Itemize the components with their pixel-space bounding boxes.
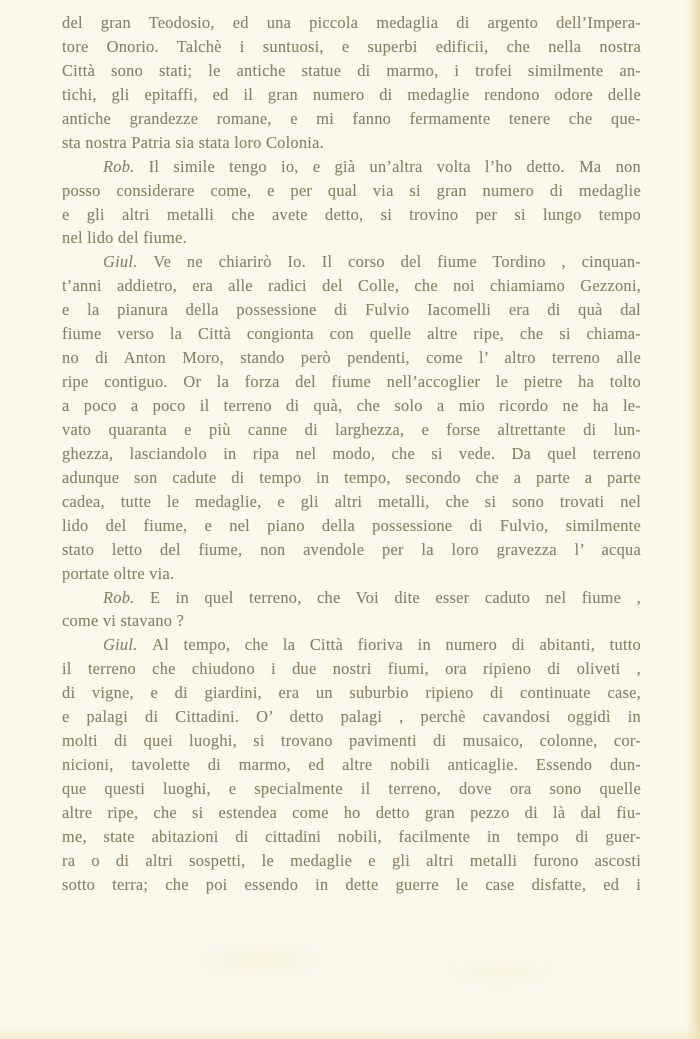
text-line: vato quaranta e più canne di larghezza, e forse altrettante di lun-: [62, 419, 641, 439]
text-line: Giul. Al tempo, che la Città fioriva in numero di abitanti, tutto: [103, 635, 641, 655]
text-line: Giul. Ve ne chiarirò Io. Il corso del fiume Tordino , cinquan-: [103, 252, 641, 272]
text-block: [62, 11, 641, 897]
text-line: tichi, gli epitaffi, ed il gran numero di medaglie rendono odore delle: [62, 84, 641, 104]
speaker-name: Rob.: [103, 156, 149, 176]
text-line: ghezza, lasciandolo in ripa nel modo, che si vede. Da quel terreno: [62, 443, 641, 463]
page-edge-shadow: [686, 0, 700, 1039]
text-line: ripe contiguo. Or la forza del fiume nell’accoglier le pietre ha tolto: [62, 372, 641, 392]
speaker-name: Rob.: [103, 587, 150, 607]
text-line: t’anni addietro, era alle radici del Colle, che noi chiamiamo Gezzoni,: [62, 276, 641, 296]
text-line: e palagi di Cittadini. O’ detto palagi , perchè cavandosi oggidì in: [62, 707, 641, 727]
text-line: e la pianura della possessione di Fulvio Iacomelli era di quà dal: [62, 300, 641, 320]
text-line: Rob. Il simile tengo io, e già un’altra volta l’ho detto. Ma non: [103, 156, 641, 176]
text-line: stato letto del fiume, non avendole per la loro gravezza l’ acqua: [62, 539, 641, 559]
speaker-name: Giul.: [103, 635, 153, 655]
paragraph: [62, 250, 641, 585]
text-line: e gli altri metalli che avete detto, si trovino per si lungo tempo: [62, 204, 641, 224]
text-line: sta nostra Patria sia stata loro Colonia.: [62, 132, 324, 152]
text-line: come vi stavano ?: [62, 611, 185, 631]
text-line: a poco a poco il terreno di quà, che solo a mio ricordo ne ha le-: [62, 396, 641, 415]
text-line: adunque son cadute di tempo in tempo, secondo che a parte a parte: [62, 467, 641, 487]
speaker-name: Giul.: [103, 252, 154, 272]
text-line: nicioni, tavolette di marmo, ed altre nobili anticaglie. Essendo dun-: [62, 755, 641, 775]
paper-stain: [430, 955, 570, 991]
text-line: posso considerare come, e per qual via si gran numero di medaglie: [62, 180, 641, 200]
text-line: que questi luoghi, e specialmente il terreno, dove ora sono quelle: [62, 779, 641, 798]
text-line: sotto terra; che poi essendo in dette guerre le case disfatte, ed i: [62, 874, 641, 894]
paragraph: [62, 155, 641, 251]
page-bottom-shadow: [0, 1026, 700, 1039]
text-line: portate oltre via.: [62, 563, 175, 583]
text-line: Città sono stati; le antiche statue di marmo, i trofei similmente an-: [62, 60, 641, 80]
text-line: molti di quei luoghi, si trovano pavimenti di musaico, colonne, cor-: [62, 731, 641, 751]
text-line: il terreno che chiudono i due nostri fiumi, ora ripieno di oliveti ,: [62, 659, 641, 679]
text-line: cadea, tutte le medaglie, e gli altri metalli, che si sono trovati nel: [62, 491, 641, 511]
paragraph: [62, 11, 641, 155]
text-line: tore Onorio. Talchè i suntuosi, e superbi edificii, che nella nostra: [62, 36, 641, 56]
text-line: fiume verso la Città congionta con quelle altre ripe, che si chiama-: [62, 324, 641, 344]
paper-stain: [180, 940, 340, 980]
text-line: antiche grandezze romane, e mi fanno fermamente tenere che que-: [62, 108, 641, 128]
text-line: di vigne, e di giardini, era un suburbio ripieno di continuate case,: [62, 683, 641, 703]
text-line: me, state abitazioni di cittadini nobili, facilmente in tempo di guer-: [62, 826, 641, 846]
text-line: altre ripe, che si estendea come ho detto gran pezzo di là dal fiu-: [62, 802, 641, 822]
text-line: lido del fiume, e nel piano della possessione di Fulvio, similmente: [62, 515, 641, 535]
text-line: Rob. E in quel terreno, che Voi dite esser caduto nel fiume ,: [103, 587, 641, 607]
paragraph: [62, 586, 641, 634]
text-line: del gran Teodosio, ed una piccola medaglia di argento dell’Impera-: [62, 13, 641, 32]
paragraph: [62, 633, 641, 896]
text-line: no di Anton Moro, stando però pendenti, come l’ altro terreno alle: [62, 348, 641, 368]
text-line: ra o di altri sospetti, le medaglie e gli altri metalli furono ascosti: [62, 850, 641, 870]
text-line: nel lido del fiume.: [62, 228, 187, 248]
